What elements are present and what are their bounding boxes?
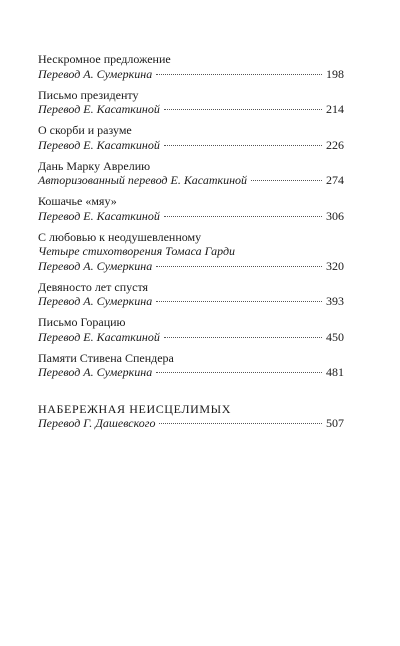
entry-title: С любовью к неодушевленному <box>38 229 202 244</box>
toc-entry <box>38 159 344 188</box>
entry-line <box>38 67 344 82</box>
entry-title: Девяносто лет спустя <box>38 279 149 294</box>
entry-page-number: 320 <box>326 258 344 273</box>
toc-entry <box>38 194 344 223</box>
entry-translator: Перевод А. Сумеркина <box>38 294 153 308</box>
entry-line <box>38 330 344 345</box>
entry-line <box>38 138 344 153</box>
dot-leader <box>156 301 322 302</box>
entry-line <box>38 173 344 188</box>
entry-title: Письмо президенту <box>38 87 139 102</box>
entry-line <box>38 209 344 224</box>
entry-title: Письмо Горацию <box>38 315 126 329</box>
entry-line <box>38 259 344 274</box>
toc-entry <box>38 230 344 274</box>
entry-page-number: 393 <box>326 294 344 308</box>
entry-translator: Перевод Е. Касаткиной <box>38 102 160 116</box>
entry-title: Нескромное предложение <box>38 52 171 66</box>
entry-line <box>38 294 344 309</box>
section-title: НАБЕРЕЖНАЯ НЕИСЦЕЛИМЫХ <box>38 401 231 416</box>
toc-entry <box>38 315 344 344</box>
entry-line <box>38 365 344 380</box>
entry-translator: Перевод Г. Дашевского <box>38 416 156 430</box>
entry-subtitle: Четыре стихотворения Томаса Гарди <box>38 244 236 258</box>
entry-translator: Перевод Е. Касаткиной <box>38 329 160 344</box>
entry-translator: Перевод Е. Касаткиной <box>38 208 160 223</box>
table-of-contents <box>38 52 344 437</box>
entry-page-number: 198 <box>326 66 344 81</box>
entry-page-number: 450 <box>326 329 344 344</box>
toc-entry <box>38 52 344 81</box>
dot-leader <box>251 180 322 181</box>
toc-entry <box>38 88 344 117</box>
dot-leader <box>164 109 322 110</box>
entry-translator: Перевод А. Сумеркина <box>38 66 153 81</box>
entry-title: О скорби и разуме <box>38 123 132 137</box>
entry-page-number: 306 <box>326 208 344 223</box>
entry-page-number: 481 <box>326 365 344 379</box>
entry-title: Дань Марку Аврелию <box>38 158 151 173</box>
dot-leader <box>164 145 322 146</box>
dot-leader <box>156 74 322 75</box>
dot-leader <box>159 423 322 424</box>
toc-entry <box>38 351 344 380</box>
entry-page-number: 274 <box>326 173 344 187</box>
entry-title: Кошачье «мяу» <box>38 194 117 208</box>
entry-translator: Перевод А. Сумеркина <box>38 258 153 273</box>
toc-entry <box>38 123 344 152</box>
dot-leader <box>164 337 322 338</box>
dot-leader <box>156 266 322 267</box>
entry-translator: Авторизованный перевод Е. Касаткиной <box>38 173 248 187</box>
entry-title: Памяти Стивена Спендера <box>38 350 174 365</box>
entry-translator: Перевод А. Сумеркина <box>38 365 153 379</box>
entry-page-number: 214 <box>326 102 344 116</box>
entry-line <box>38 102 344 117</box>
entry-translator: Перевод Е. Касаткиной <box>38 137 160 152</box>
entry-page-number: 507 <box>326 416 344 430</box>
dot-leader <box>156 372 322 373</box>
entry-line <box>38 416 344 431</box>
entry-page-number: 226 <box>326 137 344 152</box>
dot-leader <box>164 216 322 217</box>
toc-entry <box>38 280 344 309</box>
toc-section-entry <box>38 402 344 431</box>
